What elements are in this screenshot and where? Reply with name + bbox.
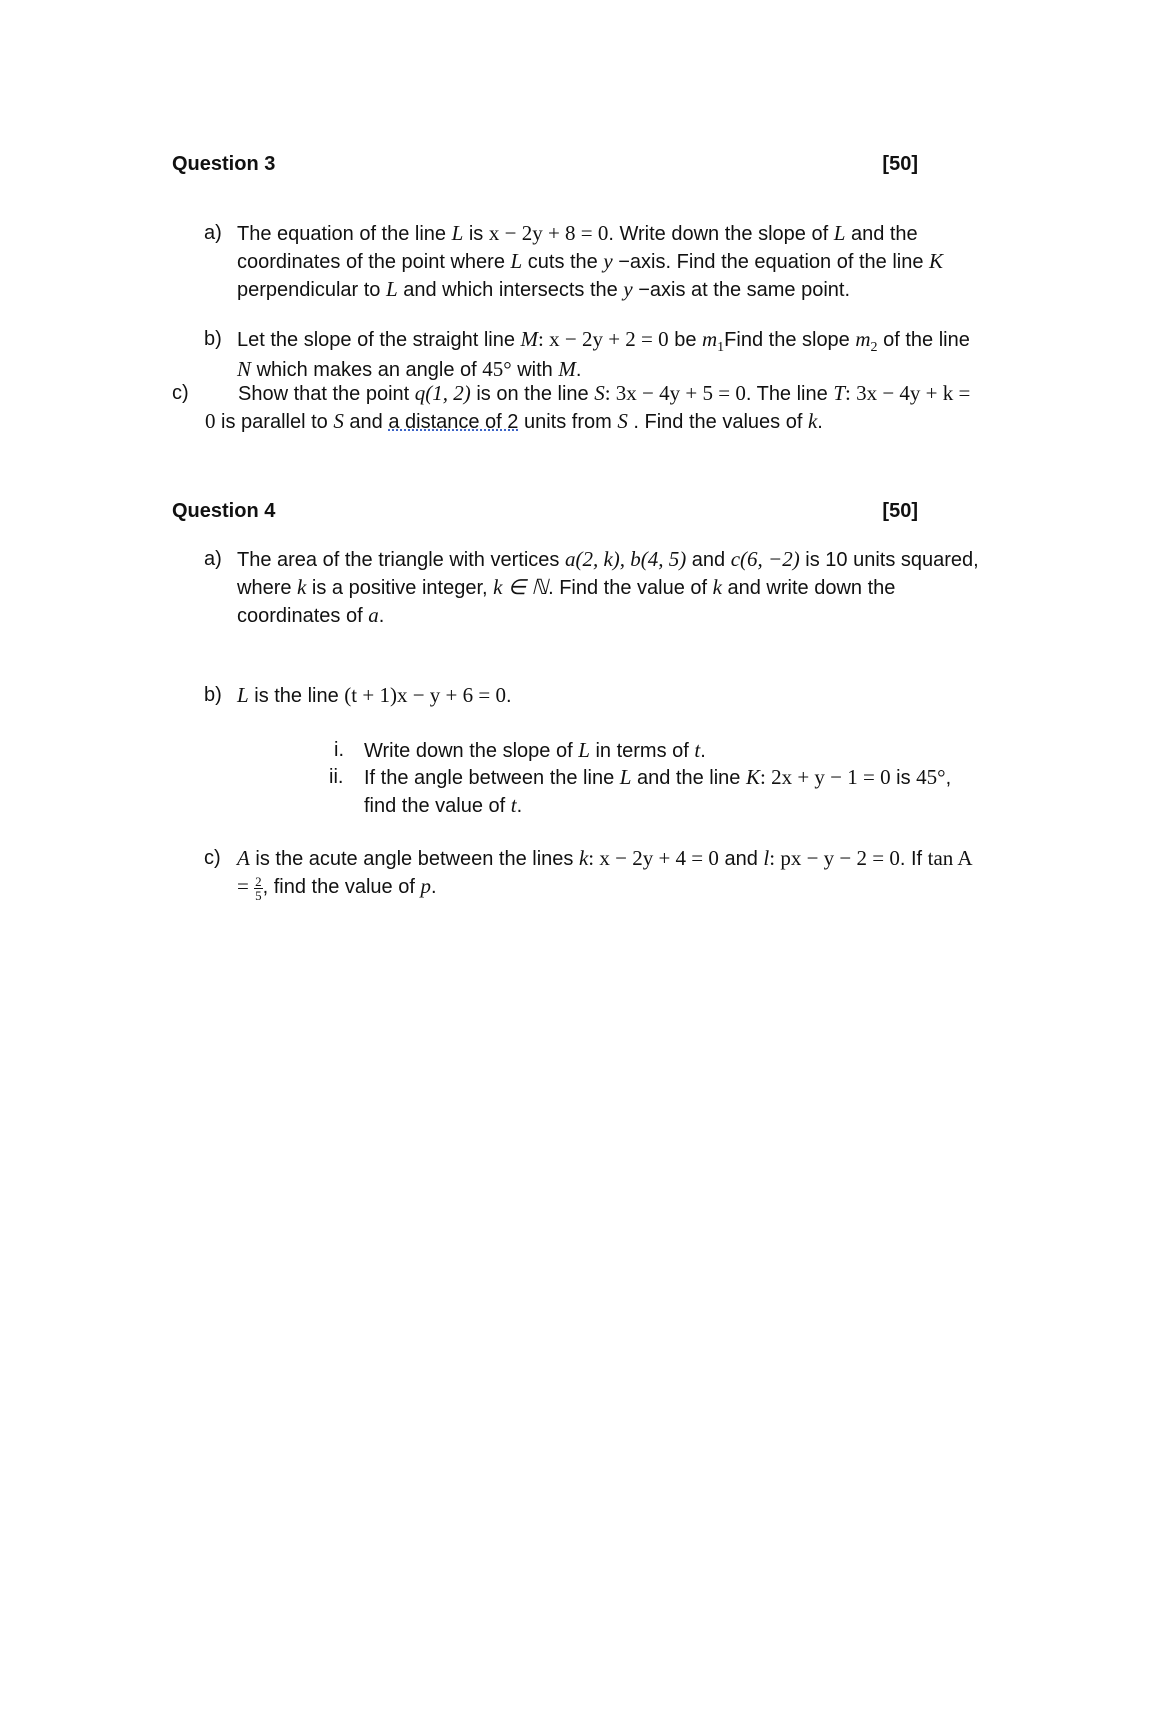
question-3-part-a (204, 220, 988, 304)
text-run: S (617, 409, 628, 433)
text-run: units from (518, 411, 618, 433)
question-3-header (172, 151, 918, 177)
text-run: 1 (717, 340, 725, 355)
text-run: : 3x − 4y + 5 = 0 (604, 381, 746, 405)
text-run: in terms of (589, 740, 695, 762)
text-run: is the acute angle between the lines (249, 848, 579, 870)
text-run: . (378, 605, 385, 627)
text-run: y (603, 249, 613, 273)
part-label: c) (204, 847, 221, 869)
text-run: cuts the (522, 251, 604, 273)
question-4-part-a (204, 546, 984, 630)
text-run: is on the line (470, 383, 595, 405)
text-run: t (694, 738, 701, 762)
question-3-part-c (172, 380, 972, 436)
subpart-text (364, 764, 984, 820)
text-run: : x − 2y + 2 = 0 (538, 327, 669, 351)
subpart-text (364, 737, 984, 765)
text-run: K (745, 765, 760, 789)
text-run: L (578, 738, 590, 762)
text-run: . Find the values of (627, 411, 808, 433)
text-run: k ∈ ℕ (493, 575, 549, 599)
text-run: S (594, 381, 605, 405)
part-label: a) (204, 548, 222, 570)
text-run: k (297, 575, 307, 599)
text-run: is a positive integer, (306, 577, 494, 599)
subpart-label: i. (334, 739, 344, 761)
text-run: L (237, 683, 249, 707)
text-run: −axis. Find the equation of the line (612, 251, 930, 273)
text-run: −axis at the same point. (632, 279, 851, 301)
text-run: . (700, 740, 706, 762)
part-text (237, 845, 984, 902)
text-run: 5 (255, 888, 262, 903)
text-run: with (511, 359, 559, 381)
text-run: is (890, 767, 917, 789)
text-run: Let the slope of the straight line (237, 329, 521, 351)
text-run: K (929, 249, 944, 273)
part-text (237, 326, 988, 384)
text-run: a (368, 603, 379, 627)
text-run: . The line (745, 383, 834, 405)
text-run: c(6, −2) (730, 547, 800, 571)
question-4-part-b-i (334, 737, 984, 765)
text-run: m (855, 327, 871, 351)
text-run: 2 (255, 874, 262, 889)
fraction (254, 875, 263, 902)
question-3-title: Question 3 (172, 153, 276, 175)
text-run: t (510, 793, 517, 817)
question-4-marks: [50] (882, 500, 918, 522)
text-run: If the angle between the line (364, 767, 620, 789)
question-4-part-c (204, 845, 984, 902)
text-run: , find the value of (364, 767, 952, 817)
question-4-part-b-ii (329, 764, 984, 820)
text-run: 45° (916, 765, 946, 789)
text-run: The equation of the line (237, 223, 452, 245)
text-run: (t + 1)x − y + 6 = 0 (344, 683, 506, 707)
text-run: and which intersects the (397, 279, 624, 301)
text-run: The area of the triangle with vertices (237, 549, 565, 571)
question-3-marks: [50] (882, 153, 918, 175)
text-run: M (558, 357, 576, 381)
text-run: Show that the point (238, 383, 415, 405)
text-run: : 3x − 4y + k = 0 (205, 381, 971, 433)
part-label: c) (172, 382, 189, 404)
text-run: . (506, 685, 512, 707)
text-run: and write down the coordinates of (237, 577, 896, 627)
text-run: Find the slope (724, 329, 856, 351)
text-run: m (702, 327, 718, 351)
text-run: L (510, 249, 523, 273)
text-run: y (623, 277, 633, 301)
text-run: and the line (631, 767, 746, 789)
text-run: M (520, 327, 539, 351)
text-run: tan A = (237, 846, 972, 898)
text-run: p (420, 874, 431, 898)
text-run: . Write down the slope of (608, 223, 834, 245)
text-run: L (619, 765, 632, 789)
text-run: and (343, 411, 389, 433)
text-run: is parallel to (215, 411, 334, 433)
text-run: and (718, 848, 764, 870)
part-text (237, 220, 988, 304)
text-run: . (516, 795, 523, 817)
text-run: q(1, 2) (414, 381, 471, 405)
text-run: : 2x + y − 1 = 0 (759, 765, 891, 789)
text-run: : x − 2y + 4 = 0 (588, 846, 719, 870)
part-label: a) (204, 222, 222, 244)
text-run: x − 2y + 8 = 0 (488, 221, 609, 245)
subpart-label: ii. (329, 766, 344, 788)
question-4-header (172, 498, 918, 524)
text-run: L (451, 221, 464, 245)
text-run: is (463, 223, 489, 245)
question-4-title: Question 4 (172, 500, 276, 522)
text-run: L (385, 277, 398, 301)
part-label: b) (204, 328, 222, 350)
part-text (237, 682, 950, 710)
text-run: . If (899, 848, 928, 870)
text-run: and (686, 549, 731, 571)
part-text (205, 380, 972, 436)
text-run: L (833, 221, 846, 245)
text-run: which makes an angle of (251, 359, 483, 381)
text-run: . (430, 876, 437, 898)
text-run: is 10 units squared, where (237, 549, 979, 599)
text-run: is the line (248, 685, 345, 707)
text-run: A (237, 846, 250, 870)
dotted-underlined-phrase: a distance of 2 (388, 411, 519, 433)
text-run: . Find the value of (548, 577, 713, 599)
question-3-part-b (204, 326, 988, 384)
text-run: of the line (877, 329, 970, 351)
text-run: perpendicular to (237, 279, 386, 301)
text-run: and the coordinates of the point where (237, 223, 918, 273)
text-run: : px − y − 2 = 0 (769, 846, 900, 870)
text-run: 2 (870, 340, 878, 355)
text-run: a(2, k), b(4, 5) (564, 547, 687, 571)
part-text (237, 546, 984, 630)
text-run: Write down the slope of (364, 740, 579, 762)
text-run: S (333, 409, 344, 433)
question-4-part-b (204, 682, 950, 710)
text-run: . (575, 359, 582, 381)
text-run: , find the value of (262, 876, 421, 898)
text-run: N (237, 357, 252, 381)
text-run: 45° (482, 357, 512, 381)
text-run: T (833, 381, 845, 405)
part-label: b) (204, 684, 222, 706)
text-run: k (578, 846, 589, 870)
text-run: be (668, 329, 702, 351)
text-run: k (807, 409, 818, 433)
text-run: k (712, 575, 722, 599)
text-run: l (763, 846, 770, 870)
text-run: . (817, 411, 823, 433)
